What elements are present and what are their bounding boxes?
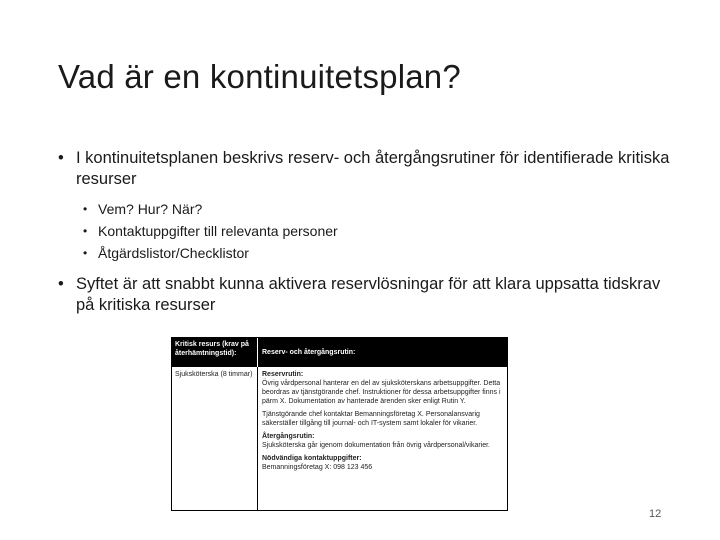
reserv-block-2: [262, 410, 503, 428]
reserv-heading: Reservrutin:: [262, 371, 304, 378]
bullet-dot-icon: •: [83, 224, 88, 238]
sub-bullet-text: Vem? Hur? När?: [98, 201, 203, 217]
header-routine: Reserv- och återgångsrutin:: [262, 349, 356, 356]
reserv-text: Övrig vårdpersonal hanterar en del av sjuksköterskans arbetsuppgifter. Detta beordras av tjänstgörande chef. Instruktioner för dessa arbetsuppgifter finns i pärm X. Dokumentation av hanterade ärenden sker enligt Rutin Y.: [262, 380, 501, 405]
sub-bullet-item: [83, 220, 678, 242]
bullet-dot-icon: •: [58, 275, 64, 293]
bullet-dot-icon: •: [58, 149, 64, 167]
bullet-list: [58, 148, 678, 316]
bullet-dot-icon: •: [83, 246, 88, 260]
atergang-text: Sjuksköterska går igenom dokumentation från övrig vårdpersonal/vikarier.: [262, 442, 491, 449]
table-header: [172, 338, 507, 367]
page-number: 12: [649, 508, 662, 520]
sub-bullet-item: [83, 198, 678, 220]
sub-bullet-item: [83, 242, 678, 264]
kontakt-text: Bemanningsföretag X: 098 123 456: [262, 464, 373, 471]
kontakt-block: [262, 454, 503, 472]
cell-resource: Sjuksköterska (8 timmar): [172, 367, 258, 511]
sub-bullet-list: [58, 198, 678, 264]
atergang-heading: Återgångsrutin:: [262, 433, 315, 440]
sub-bullet-text: Åtgärdslistor/Checklistor: [98, 245, 249, 261]
bullet-text: Syftet är att snabbt kunna aktivera reservlösningar för att klara uppsatta tidskrav på kritiska resurser: [76, 275, 661, 314]
bullet-text: I kontinuitetsplanen beskrivs reserv- och återgångsrutiner för identifierade kritiska resurser: [76, 149, 670, 188]
bullet-dot-icon: •: [83, 202, 88, 216]
atergang-block: [262, 432, 503, 450]
header-critical-resource: Kritisk resurs (krav på återhämtningstid):: [172, 338, 258, 367]
kontakt-heading: Nödvändiga kontaktuppgifter:: [262, 455, 362, 462]
reserv-text-2: Tjänstgörande chef kontaktar Bemanningsföretag X. Personalansvarig säkerställer tillgång till journal- och IT-system samt lokaler för vikarier.: [262, 411, 480, 427]
reserv-block: [262, 370, 503, 406]
sub-bullet-text: Kontaktuppgifter till relevanta personer: [98, 223, 338, 239]
bullet-item: [58, 148, 678, 190]
table-row: [172, 367, 507, 511]
cell-routine: [258, 367, 507, 511]
bullet-item: [58, 274, 678, 316]
slide-title: Vad är en kontinuitetsplan?: [58, 58, 461, 95]
continuity-table: [171, 337, 508, 511]
